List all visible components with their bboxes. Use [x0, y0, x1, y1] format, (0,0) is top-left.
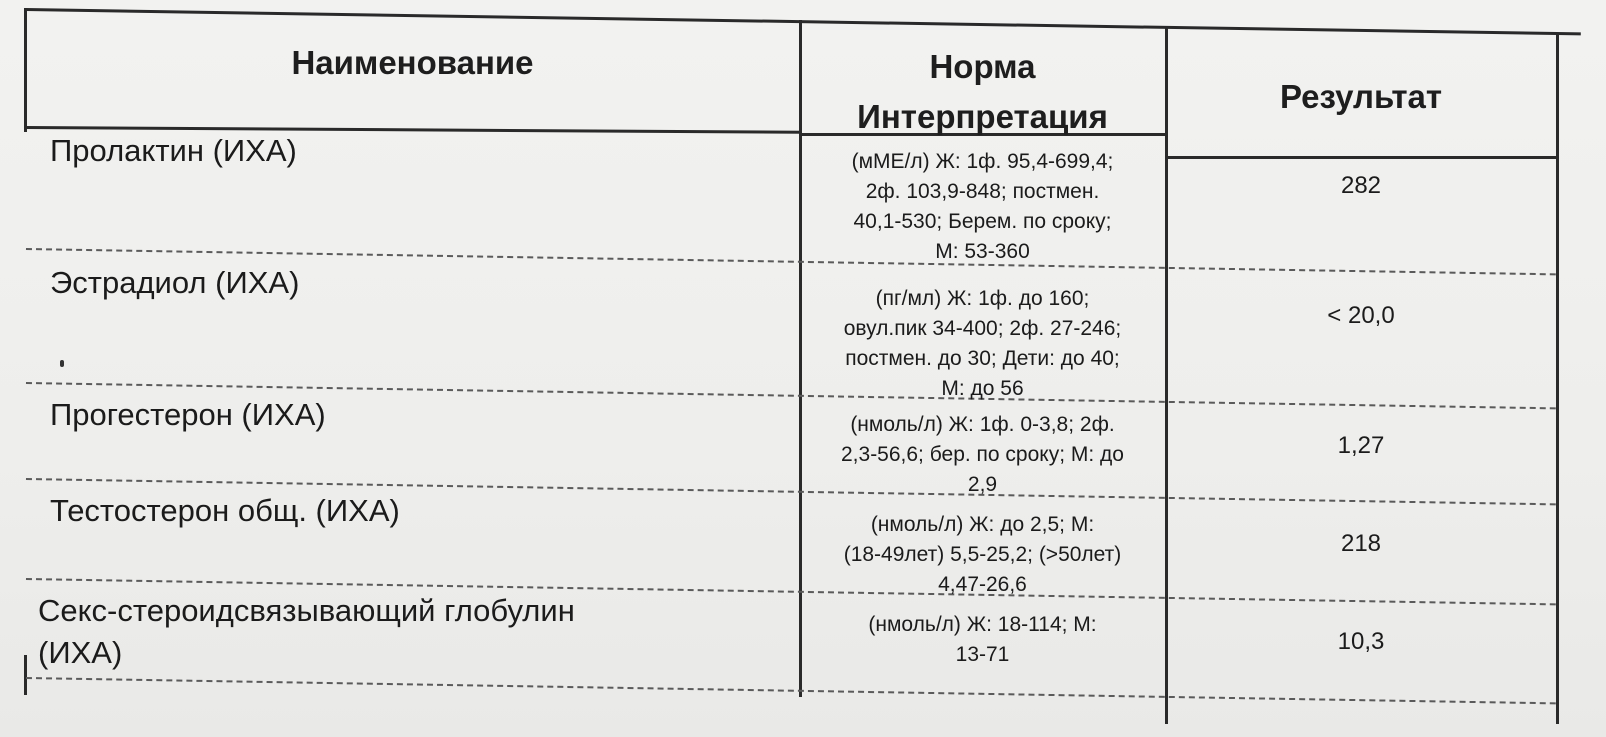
row-name: [50, 394, 326, 436]
header-name: Наименование: [291, 44, 534, 81]
row-result: 1,27: [1337, 432, 1385, 459]
table-right-border: [1556, 34, 1559, 724]
row-separator: [26, 677, 1556, 704]
header-norm: [800, 42, 1165, 142]
row-norm: [800, 284, 1165, 404]
row-name: [50, 130, 297, 172]
header-bottom-border-right: [1165, 156, 1559, 159]
row-norm-line: (нмоль/л) Ж: 1ф. 0-3,8; 2ф.: [850, 413, 1115, 436]
row-name-line: (ИХА): [38, 635, 123, 670]
row-name-line: Прогестерон (ИХА): [50, 397, 326, 432]
row-norm-line: 2,3-56,6; бер. по сроку; М: до: [841, 443, 1124, 466]
row-name-line: Пролактин (ИХА): [50, 133, 297, 168]
row-norm: [800, 410, 1165, 500]
row-norm: [800, 147, 1165, 267]
row-name-line: Тестостерон общ. (ИХА): [50, 493, 400, 528]
row-norm-line: (нмоль/л) Ж: 18-114; М:: [868, 613, 1097, 636]
row-name: [50, 490, 400, 532]
row-name-line: Секс-стероидсвязывающий глобулин: [38, 593, 575, 628]
row-result: 218: [1340, 530, 1382, 557]
row-name: [50, 262, 299, 304]
row-name-line: Эстрадиол (ИХА): [50, 265, 300, 300]
row-norm-line: овул.пик 34-400; 2ф. 27-246;: [843, 317, 1122, 340]
row-norm-line: (18-49лет) 5,5-25,2; (>50лет): [843, 543, 1122, 566]
row-norm: [800, 510, 1165, 600]
column-divider-2: [1165, 26, 1168, 724]
row-norm-line: (нмоль/л) Ж: до 2,5; М:: [870, 513, 1095, 536]
row-norm-line: 2ф. 103,9-848; постмен.: [865, 180, 1100, 203]
scan-speck: [60, 360, 64, 367]
row-norm-line: 40,1-530; Берем. по сроку;: [853, 210, 1112, 233]
row-norm-line: постмен. до 30; Дети: до 40;: [845, 347, 1120, 370]
row-norm-line: 2,9: [967, 473, 998, 496]
table-top-border: [26, 8, 1581, 35]
header-result: Результат: [1279, 78, 1443, 115]
row-norm-line: 4,47-26,6: [938, 573, 1027, 596]
row-norm: [800, 610, 1165, 670]
row-result: 10,3: [1337, 628, 1385, 655]
row-result: < 20,0: [1327, 302, 1395, 329]
header-norm-line1: Норма: [929, 48, 1036, 85]
row-norm-line: (пг/мл) Ж: 1ф. до 160;: [875, 287, 1090, 310]
table-left-border-lower: [24, 655, 27, 695]
header-norm-line2: Интерпретация: [857, 98, 1108, 135]
row-name: [38, 590, 575, 674]
row-norm-line: М: до 56: [941, 377, 1024, 400]
row-norm-line: М: 53-360: [935, 240, 1030, 263]
row-norm-line: 13-71: [955, 643, 1010, 666]
row-result: 282: [1340, 172, 1382, 199]
row-norm-line: (мМЕ/л) Ж: 1ф. 95,4-699,4;: [851, 150, 1114, 173]
